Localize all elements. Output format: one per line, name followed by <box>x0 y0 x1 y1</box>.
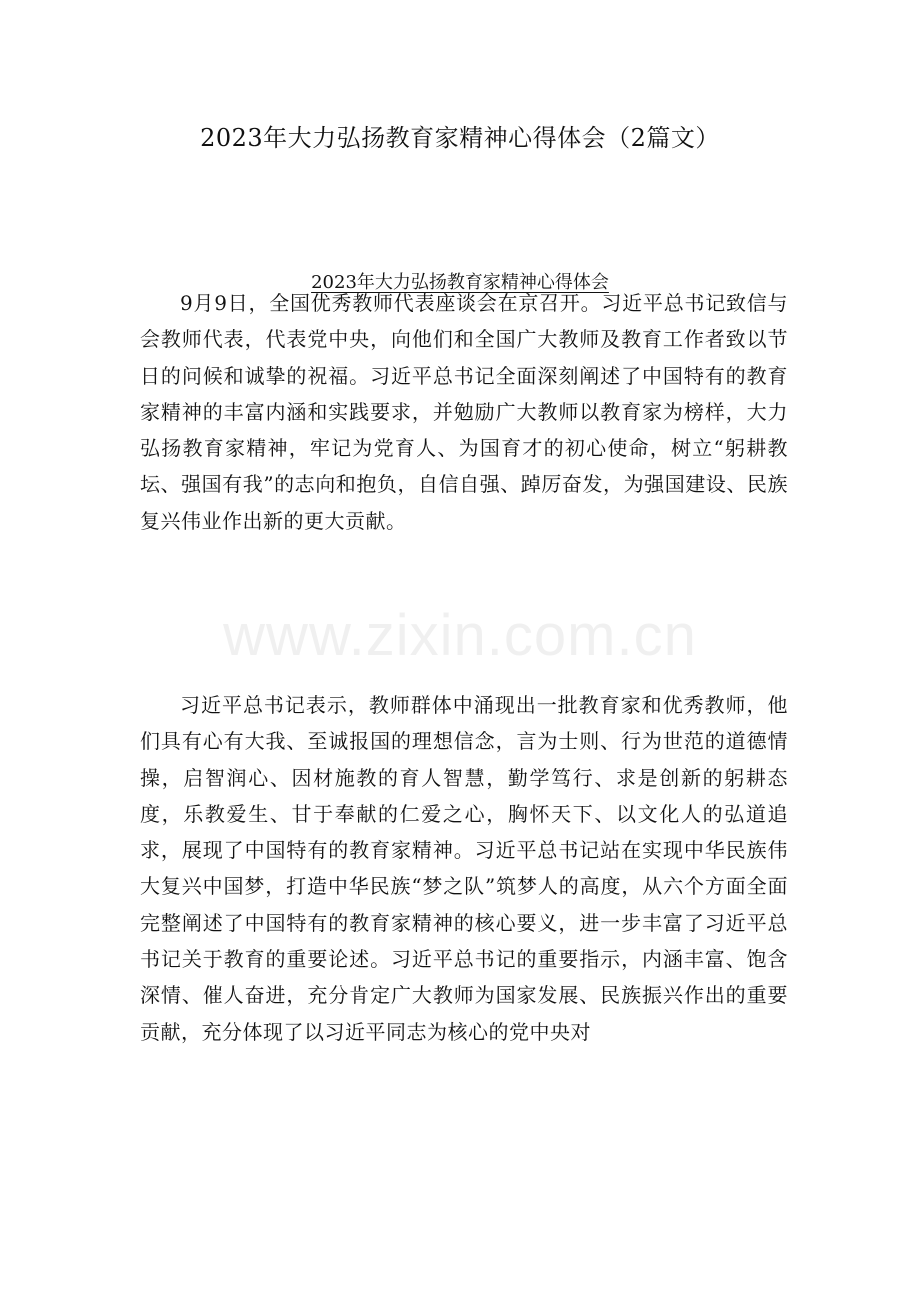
paragraph-2: 习近平总书记表示，教师群体中涌现出一批教育家和优秀教师，他们具有心有大我、至诚报国的理想信念，言为士则、行为世范的道德情操，启智润心、因材施教的育人智慧，勤学笃行、求是创新的躬耕态度，乐教爱生、甘于奉献的仁爱之心，胸怀天下、以文化人的弘道追求，展现了中国特有的教育家精神。习近平总书记站在实现中华民族伟大复兴中国梦，打造中华民族“梦之队”筑梦人的高度，从六个方面全面完整阐述了中国特有的教育家精神的核心要义，进一步丰富了习近平总书记关于教育的重要论述。习近平总书记的重要指示，内涵丰富、饱含深情、催人奋进，充分肯定广大教师为国家发展、民族振兴作出的重要贡献，充分体现了以习近平同志为核心的党中央对 <box>140 693 788 1044</box>
document-title: 2023年大力弘扬教育家精神心得体会（2篇文） <box>200 124 720 152</box>
section-heading: 2023年大力弘扬教育家精神心得体会 <box>311 272 609 293</box>
paragraph-1: 9月9日，全国优秀教师代表座谈会在京召开。习近平总书记致信与会教师代表，代表党中央，向他们和全国广大教师及教育工作者致以节日的问候和诚挚的祝福。习近平总书记全面深刻阐述了中国特有的教育家精神的丰富内涵和实践要求，并勉励广大教师以教育家为榜样，大力弘扬教育家精神，牢记为党育人、为国育才的初心使命，树立“躬耕教坛、强国有我”的志向和抱负，自信自强、踔厉奋发，为强国建设、民族复兴伟业作出新的更大贡献。 <box>140 291 788 533</box>
watermark: www.zixin.com.cn <box>223 603 697 668</box>
